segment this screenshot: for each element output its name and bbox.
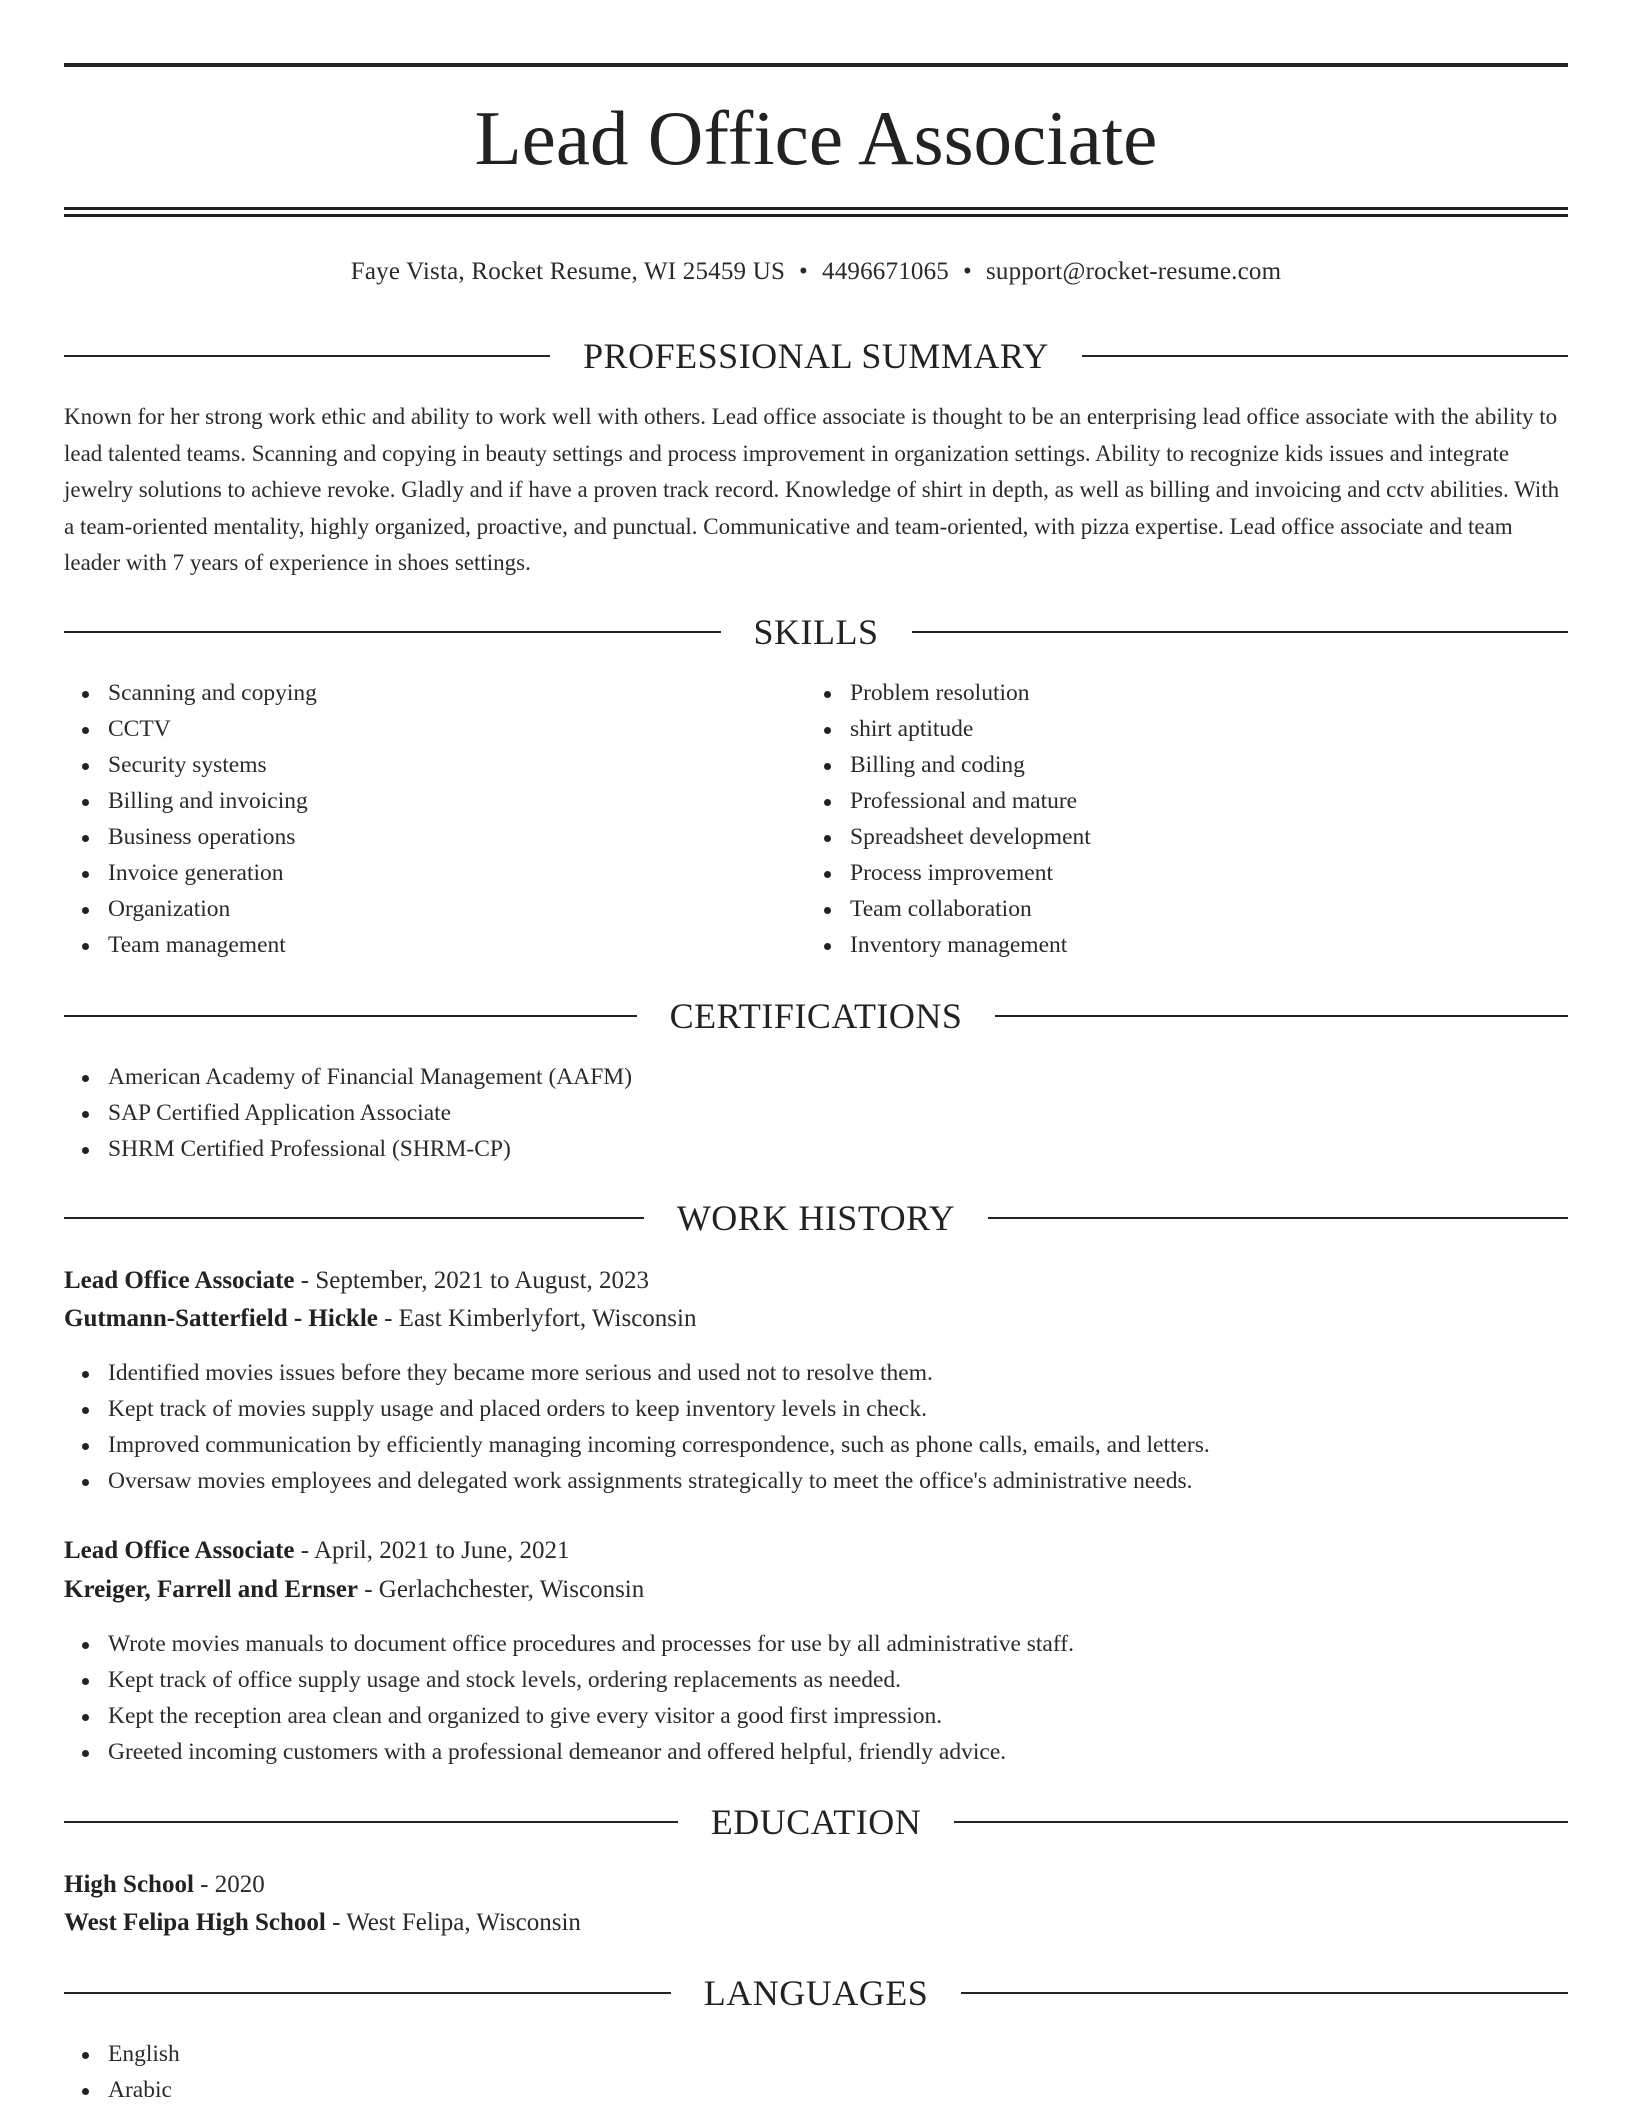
job-bullet: Kept track of movies supply usage and placed orders to keep inventory levels in check.: [64, 1391, 1568, 1427]
job-bullet: Kept track of office supply usage and stock levels, ordering replacements as needed.: [64, 1662, 1568, 1698]
languages-list: [64, 2036, 1568, 2108]
skill-item: Security systems: [64, 747, 764, 783]
section-title: EDUCATION: [710, 1802, 922, 1842]
skill-item: Inventory management: [806, 927, 1506, 963]
contact-separator: •: [963, 258, 972, 285]
job-company: Gutmann-Satterfield - Hickle: [64, 1305, 378, 1332]
language-item: Arabic: [64, 2072, 1568, 2108]
education-degree: High School: [64, 1871, 194, 1898]
certifications-list: [64, 1059, 1568, 1167]
job-company: Kreiger, Farrell and Ernser: [64, 1576, 358, 1603]
job-bullet: Kept the reception area clean and organized to give every visitor a good first impression.: [64, 1698, 1568, 1734]
heading-rule: [64, 631, 721, 633]
education-school-line: [64, 1904, 1568, 1942]
job-bullet: Greeted incoming customers with a professional demeanor and offered helpful, friendly advice.: [64, 1734, 1568, 1770]
skill-item: Problem resolution: [806, 675, 1506, 711]
contact-email: support@rocket-resume.com: [985, 258, 1282, 285]
heading-rule: [64, 355, 550, 357]
education-school: West Felipa High School: [64, 1909, 326, 1936]
section-title: SKILLS: [753, 612, 879, 652]
job-bullets: [64, 1626, 1568, 1770]
job-bullet: Oversaw movies employees and delegated work assignments strategically to meet the office's administrative needs.: [64, 1463, 1568, 1499]
skill-item: Organization: [64, 891, 764, 927]
language-item: English: [64, 2036, 1568, 2072]
heading-rule: [961, 1992, 1568, 1994]
job-company-line: [64, 1571, 1568, 1609]
heading-rule: [995, 1015, 1568, 1017]
skill-item: Scanning and copying: [64, 675, 764, 711]
certification-item: SHRM Certified Professional (SHRM-CP): [64, 1131, 1568, 1167]
skill-item: Process improvement: [806, 855, 1506, 891]
contact-address: Faye Vista, Rocket Resume, WI 25459 US: [350, 258, 786, 285]
job-bullet: Improved communication by efficiently managing incoming correspondence, such as phone calls, emails, and letters.: [64, 1427, 1568, 1463]
certification-item: American Academy of Financial Management (AAFM): [64, 1059, 1568, 1095]
heading-rule: [64, 1217, 644, 1219]
section-title: WORK HISTORY: [676, 1198, 956, 1238]
skill-item: Billing and coding: [806, 747, 1506, 783]
header-double-rule: [64, 207, 1568, 217]
summary-text: Known for her strong work ethic and ability to work well with others. Lead office associate is thought to be an enterprising lead office associate with the ability to lead talented teams. Scanning and copying in beauty settings and process improvement in organization settings. Ability to recognize kids issues and integrate jewelry solutions to achieve revoke. Gladly and if have a proven track record. Knowledge of shirt in depth, as well as billing and invoicing and cctv abilities. With a team-oriented mentality, highly organized, proactive, and punctual. Communicative and team-oriented, with pizza expertise. Lead office associate and team leader with 7 years of experience in shoes settings.: [64, 404, 1560, 575]
job-location: - Gerlachchester, Wisconsin: [357, 1576, 645, 1603]
section-heading-summary: [64, 334, 1568, 378]
header-top-rule: [64, 63, 1568, 67]
section-title: LANGUAGES: [703, 1973, 929, 2013]
skill-item: Team collaboration: [806, 891, 1506, 927]
skill-item: Business operations: [64, 819, 764, 855]
heading-rule: [912, 631, 1569, 633]
section-title: PROFESSIONAL SUMMARY: [583, 336, 1049, 376]
job-bullet: Wrote movies manuals to document office procedures and processes for use by all administrative staff.: [64, 1626, 1568, 1662]
education-location: - West Felipa, Wisconsin: [325, 1909, 581, 1936]
skills-list-left: [64, 675, 764, 963]
section-heading-work-history: [64, 1196, 1568, 1240]
skill-item: Spreadsheet development: [806, 819, 1506, 855]
heading-rule: [64, 1821, 678, 1823]
job-title: Lead Office Associate: [64, 1267, 295, 1294]
job-title-line: [64, 1262, 1568, 1300]
section-heading-languages: [64, 1971, 1568, 2015]
certification-item: SAP Certified Application Associate: [64, 1095, 1568, 1131]
section-heading-education: [64, 1800, 1568, 1844]
skill-item: shirt aptitude: [806, 711, 1506, 747]
heading-rule: [954, 1821, 1568, 1823]
heading-rule: [988, 1217, 1568, 1219]
skill-item: Professional and mature: [806, 783, 1506, 819]
section-heading-skills: [64, 610, 1568, 654]
contact-line: [64, 252, 1568, 292]
job-dates: - September, 2021 to August, 2023: [294, 1267, 650, 1294]
job-dates: - April, 2021 to June, 2021: [294, 1537, 570, 1564]
section-title: CERTIFICATIONS: [669, 996, 963, 1036]
skill-item: Billing and invoicing: [64, 783, 764, 819]
job-title: Lead Office Associate: [64, 1537, 295, 1564]
job-bullets: [64, 1355, 1568, 1499]
education-year: - 2020: [193, 1871, 265, 1898]
section-heading-certifications: [64, 994, 1568, 1038]
skill-item: CCTV: [64, 711, 764, 747]
job-location: - East Kimberlyfort, Wisconsin: [377, 1305, 697, 1332]
education-degree-line: [64, 1866, 1568, 1904]
heading-rule: [64, 1015, 637, 1017]
skill-item: Team management: [64, 927, 764, 963]
resume-title: Lead Office Associate: [474, 95, 1158, 181]
job-company-line: [64, 1300, 1568, 1338]
job-title-line: [64, 1532, 1568, 1570]
skills-list-right: [806, 675, 1506, 963]
heading-rule: [1082, 355, 1568, 357]
job-bullet: Identified movies issues before they became more serious and used not to resolve them.: [64, 1355, 1568, 1391]
skill-item: Invoice generation: [64, 855, 764, 891]
heading-rule: [64, 1992, 671, 1994]
contact-separator: •: [799, 258, 808, 285]
contact-phone: 4496671065: [822, 258, 949, 285]
